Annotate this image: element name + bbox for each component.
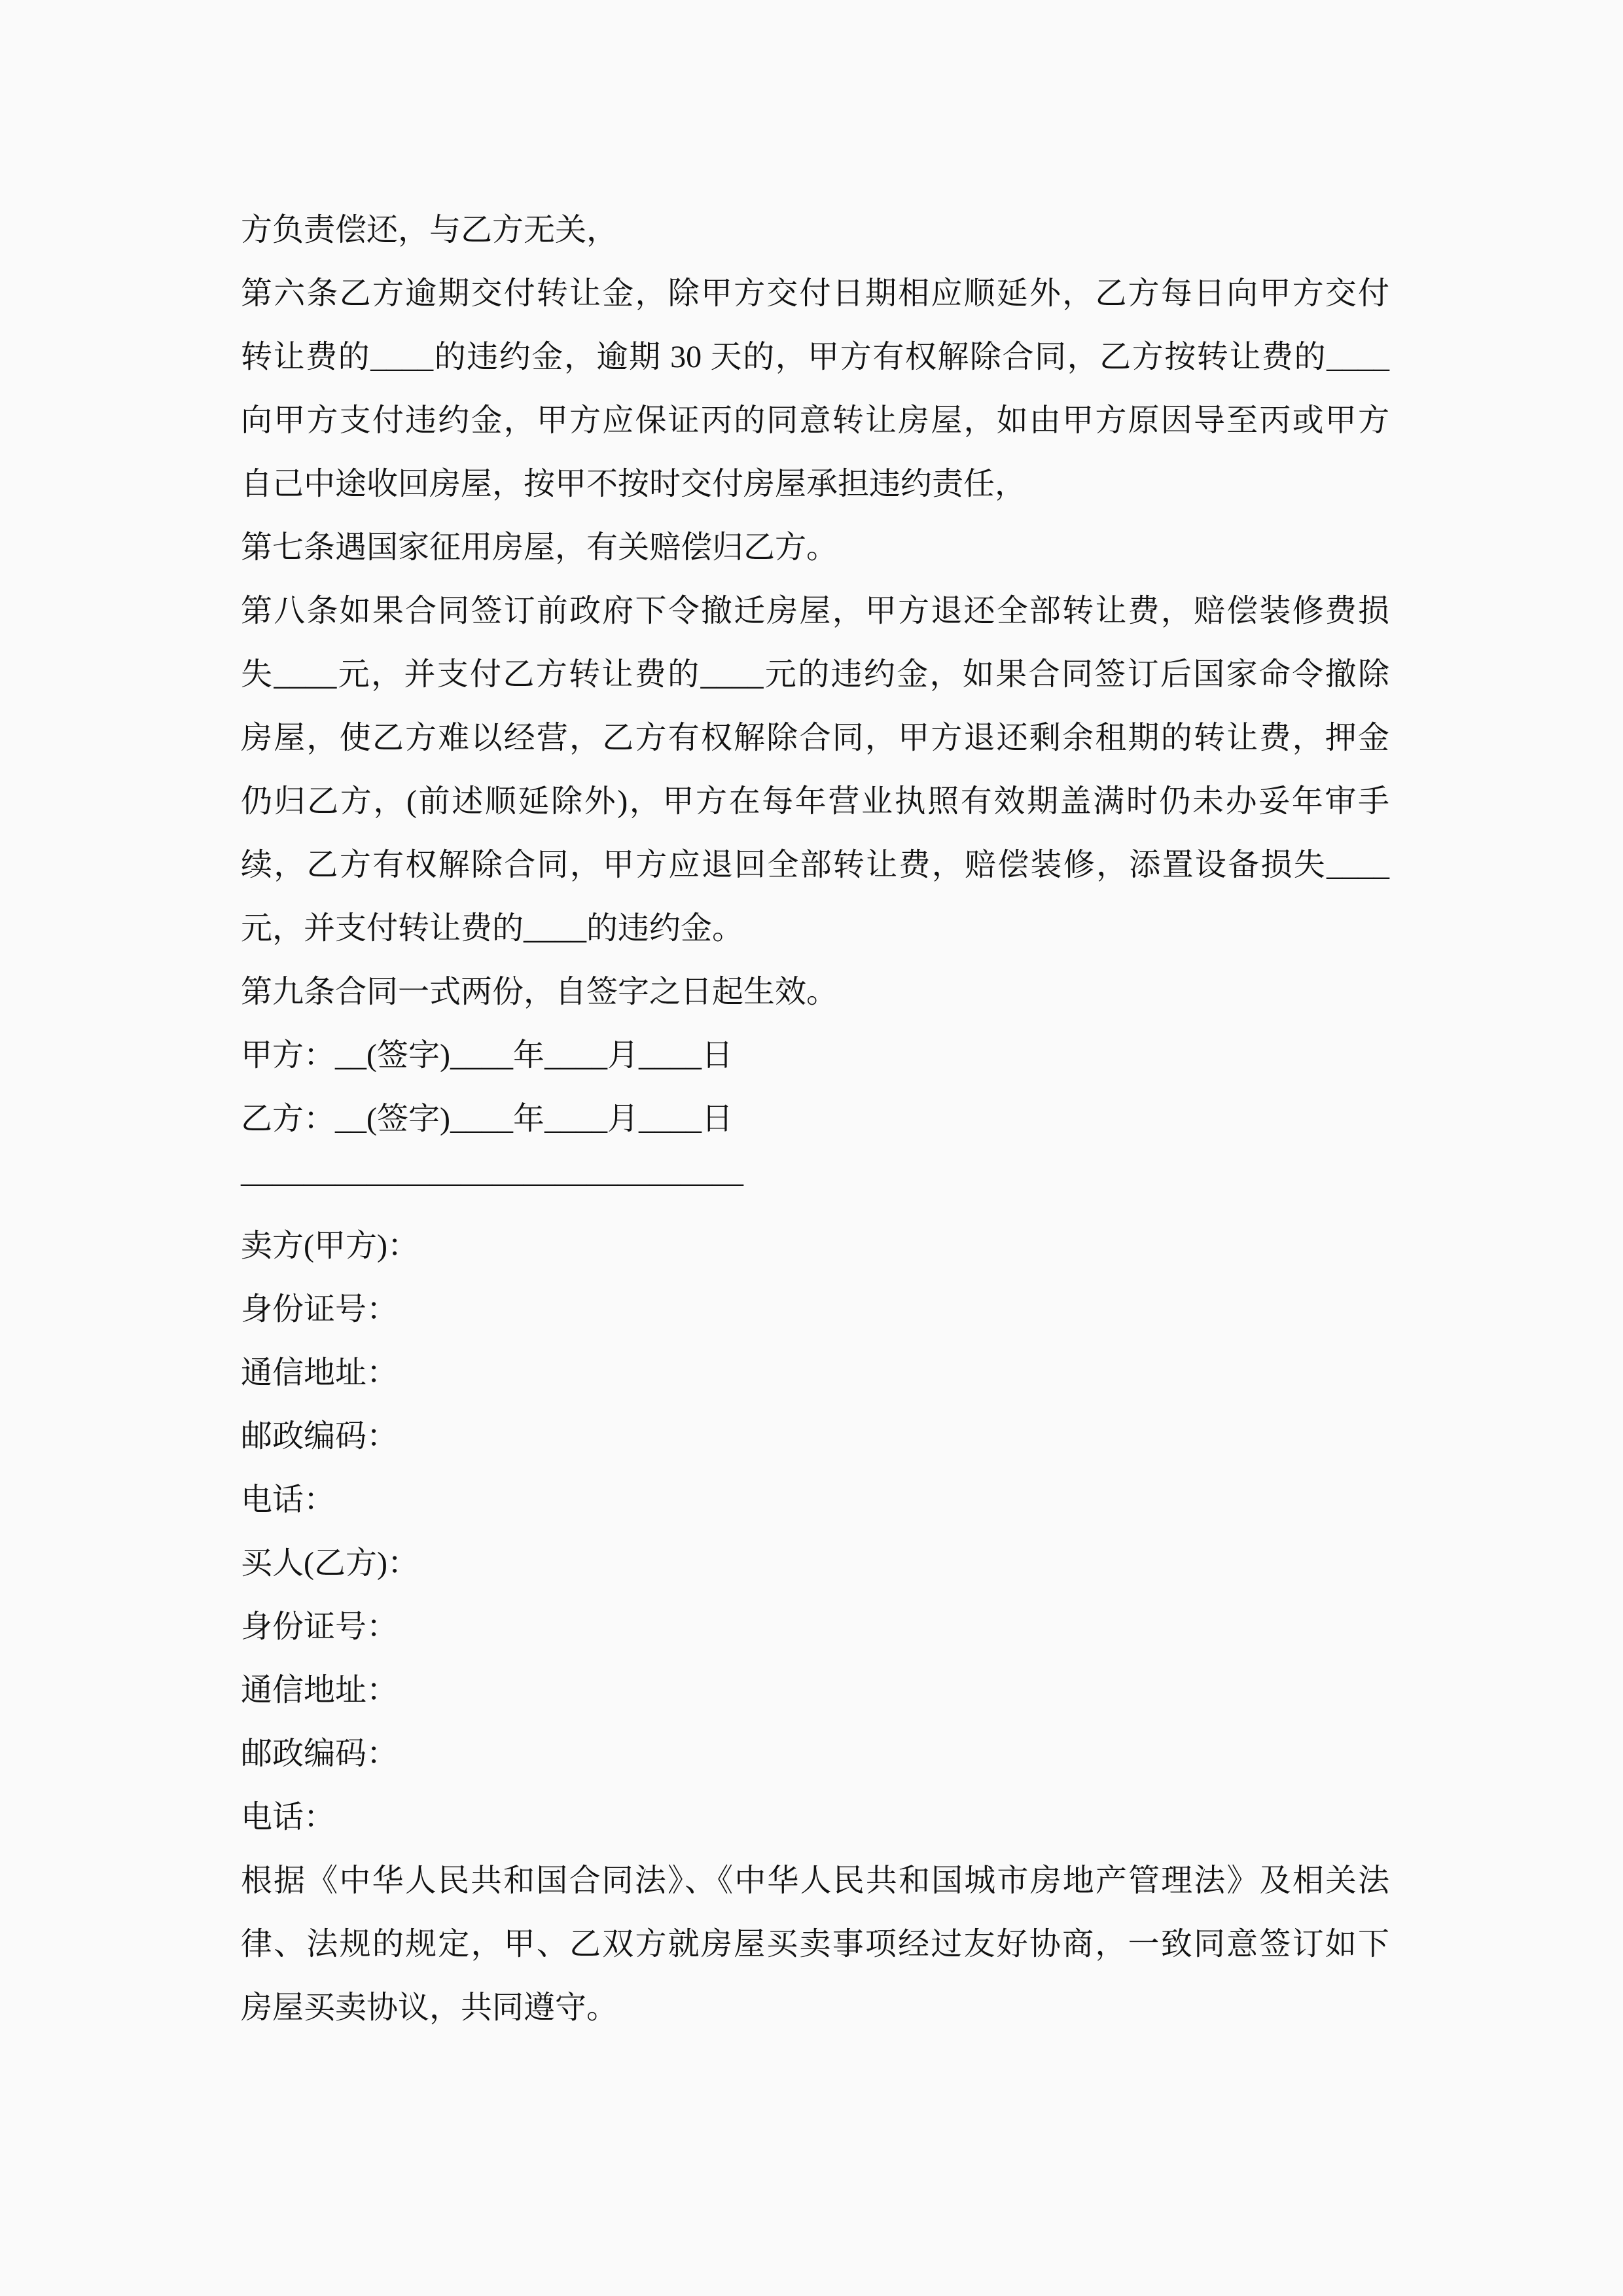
text-line: 第八条如果合同签订前政府下令撤迁房屋，甲方退还全部转让费，赔偿装修费损 [241,594,1389,628]
text-line: ———————————————— [241,1165,743,1200]
text-line: 律、法规的规定，甲、乙双方就房屋买卖事项经过友好协商，一致同意签订如下 [241,1927,1389,1962]
text-line: 甲方：__(签字)____年____月____日 [241,1038,733,1073]
text-line: 卖方(甲方)： [241,1229,419,1263]
contract-text-block [241,198,1389,2039]
text-line: 自己中途收回房屋，按甲不按时交付房屋承担违约责任， [241,467,1027,501]
text-line: 邮政编码： [241,1419,399,1454]
text-line: 身份证号： [241,1292,399,1327]
text-line: 失____元，并支付乙方转让费的____元的违约金，如果合同签订后国家命令撤除 [241,657,1389,692]
text-line: 通信地址： [241,1355,399,1390]
text-line: 第七条遇国家征用房屋，有关赔偿归乙方。 [241,530,838,565]
text-line: 房屋买卖协议，共同遵守。 [241,1990,618,2025]
text-line: 续，乙方有权解除合同，甲方应退回全部转让费，赔偿装修，添置设备损失____ [241,848,1389,882]
text-line: 根据《中华人民共和国合同法》、《中华人民共和国城市房地产管理法》及相关法 [241,1863,1389,1898]
text-line: 仍归乙方，(前述顺延除外)，甲方在每年营业执照有效期盖满时仍未办妥年审手 [241,784,1389,819]
text-line: 向甲方支付违约金，甲方应保证丙的同意转让房屋，如由甲方原因导至丙或甲方 [241,403,1389,438]
text-line: 身份证号： [241,1609,399,1644]
text-line: 邮政编码： [241,1736,399,1771]
text-line: 通信地址： [241,1673,399,1708]
text-line: 元，并支付转让费的____的违约金。 [241,911,744,946]
text-line: 电话： [241,1800,336,1835]
text-line: 方负责偿还，与乙方无关， [241,213,618,247]
text-line: 房屋，使乙方难以经营，乙方有权解除合同，甲方退还剩余租期的转让费，押金 [241,721,1389,755]
text-line: 乙方：__(签字)____年____月____日 [241,1102,733,1136]
text-line: 转让费的____的违约金，逾期 30 天的，甲方有权解除合同，乙方按转让费的____ [241,340,1389,374]
text-line: 第六条乙方逾期交付转让金，除甲方交付日期相应顺延外，乙方每日向甲方交付 [241,276,1389,311]
text-line: 电话： [241,1482,336,1517]
text-line: 第九条合同一式两份，自签字之日起生效。 [241,975,838,1009]
text-line: 买人(乙方)： [241,1546,419,1581]
